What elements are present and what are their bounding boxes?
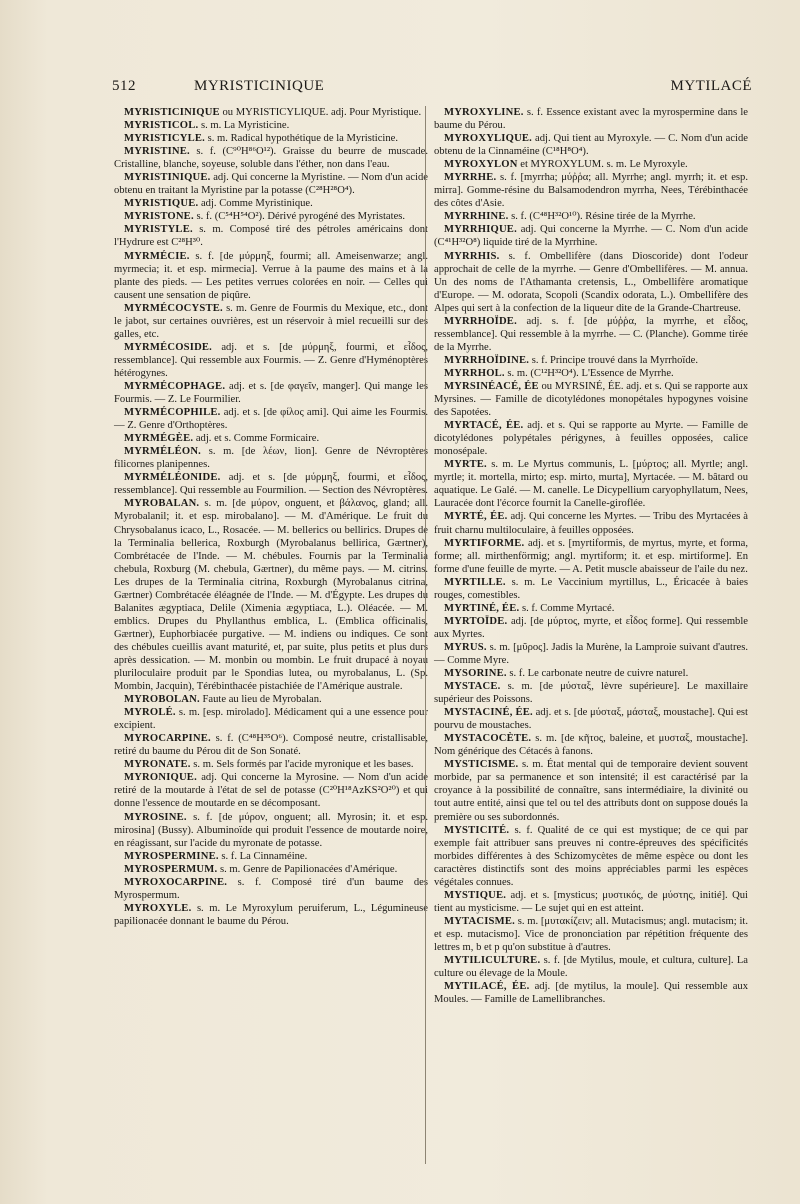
dictionary-entry [434, 106, 748, 132]
entry-definition: adj. et s. [de μύρμηξ, fourmi, et εἶδος, ressemblance]. Qui ressemble au Fourmilion. — Section des Névroptères. [114, 472, 428, 497]
dictionary-entry [114, 850, 428, 863]
entry-definition: s. f. (C⁵⁴H⁵⁴O²). Dérivé pyrogéné des Myristates. [196, 211, 406, 223]
entry-definition: adj. et s. [de φίλος ami]. Qui aime les Fourmis. — Z. Genre d'Orthoptères. [114, 407, 428, 432]
entry-definition: ou MYRISTICYLIQUE. adj. Pour Myristique. [222, 107, 422, 118]
dictionary-entry [434, 980, 748, 1006]
dictionary-entry [434, 158, 748, 171]
entry-headword: MYRRHOL. [444, 367, 505, 379]
dictionary-entry [434, 641, 748, 667]
entry-definition: adj. Qui concerne les Myrtes. — Tribu des Myrtacées à fruit charnu multiloculaire, à feuilles opposées. [434, 511, 749, 536]
dictionary-entry [114, 471, 428, 497]
entry-definition: s. m. Radical hypothétique de la Myristicine. [207, 133, 398, 145]
left-column [114, 106, 428, 928]
running-header [112, 78, 752, 100]
entry-headword: MYRISTICOL. [124, 120, 199, 132]
entry-definition: et MYROXYLUM. s. m. Le Myroxyle. [520, 159, 688, 171]
entry-definition: adj. Qui concerne la Myristine. — Nom d'un acide obtenu en traitant la Myristine par la potasse (C²⁸H²⁸O⁴). [114, 172, 429, 197]
dictionary-entry [434, 510, 748, 536]
dictionary-entry [434, 315, 748, 354]
dictionary-entry [434, 354, 748, 367]
entry-headword: MYSTACOCÈTE. [444, 733, 532, 745]
entry-definition: s. f. [de μύρον, onguent; all. Myrosin; it. et esp. mirosina] (Bussy). Albuminoïde qui produit l'essence de moutarde noire, en réagissant, sur l'acide du myronate de potasse. [114, 811, 428, 849]
entry-definition: s. m. [de κῆτος, baleine, et μυσταξ, moustache]. Nom générique des Cétacés à fanons. [434, 733, 748, 758]
entry-definition: s. m. [μῦρος]. Jadis la Murène, la Lamproie suivant d'autres. — Comme Myre. [434, 641, 748, 666]
entry-headword: MYRRHINE. [444, 211, 509, 223]
entry-definition: s. m. La Myristicine. [200, 120, 290, 132]
entry-headword: MYRMÉCOCYSTE. [124, 302, 223, 314]
entry-headword: MYROXOCARPINE. [124, 876, 228, 888]
entry-definition: ou MYRSINÉ, ÉE. adj. et s. Qui se rapporte aux Myrsines. — Famille de dicotylédones monopétales hypogynes voisine des Sapotées. [434, 380, 748, 419]
entry-definition: s. f. [de μύρμηξ, fourmi; all. Ameisenwarze; angl. myrmecia; it. et esp. mirmecia]. Verrue à la paume des mains et à la plante des pieds. — Les petites verrues colorées en noir. — Celles qui causent une sensation de piqûre. [114, 250, 428, 301]
entry-headword: MYRMÉCOPHAGE. [124, 380, 226, 392]
header-left-word: MYRISTICINIQUE [194, 78, 325, 94]
entry-definition: s. f. Qualité de ce qui est mystique; de ce qui par exemple fait attribuer sans preuves ni contre-épreuves des spécificités morbides différentes à des Schizomycètes de même espèce ou dont les caractères distinctifs sont des moins appréciables parmi les espèces végétales connues. [434, 824, 748, 888]
dictionary-entry [114, 902, 428, 928]
dictionary-entry [434, 824, 748, 889]
entry-definition: s. f. (C⁹⁰H⁸⁶O¹²). Graisse du beurre de muscade. Cristalline, blanche, soyeuse, soluble dans l'éther, non dans l'eau. [114, 146, 428, 171]
dictionary-entry [434, 380, 748, 419]
entry-definition: adj. et s. Comme Formicaire. [195, 433, 320, 445]
entry-headword: MYROXYLON [444, 159, 518, 171]
dictionary-entry [114, 197, 428, 210]
dictionary-entry [434, 367, 748, 380]
entry-definition: adj. et s. [de μύρμηξ, fourmi, et εἶδος, ressemblance]. Qui ressemble aux Fourmis. — Z. Genre d'Hyménoptères hétérogynes. [114, 341, 428, 379]
entry-definition: s. f. Comme Myrtacé. [521, 602, 615, 614]
dictionary-entry [434, 602, 748, 615]
dictionary-entry [114, 863, 428, 876]
dictionary-entry [434, 223, 748, 249]
entry-headword: MYRRHOÏDE. [444, 315, 517, 327]
entry-definition: s. m. Genre de Fourmis du Mexique, etc., dont le jabot, sur certaines ouvrières, est un réservoir à miel recueilli sur des galles, etc. [114, 302, 428, 340]
entry-headword: MYRUS. [444, 641, 487, 653]
entry-definition: s. m. [de μύσταξ, lèvre supérieure]. Le maxillaire supérieur des Poissons. [434, 681, 748, 706]
entry-headword: MYRTIFORME. [444, 537, 525, 549]
entry-headword: MYRMÉCIE. [124, 250, 190, 262]
dictionary-entry [434, 576, 748, 602]
entry-headword: MYRTÉ, ÉE. [444, 511, 508, 523]
dictionary-entry [434, 680, 748, 706]
entry-headword: MYRISTINIQUE. [124, 172, 211, 184]
entry-definition: s. m. [de μύρον, onguent, et βάλανος, gland; all. Myrobalanil; it. et esp. mirobalano]. — M. d'Amérique. Le fruit du Chrysobalanus icaco, L., Rosacée. — M. bellerics ou bellirics. Drupes de la Terminalia bellerica, Roxburgh (Myrobalanus bellirica, Gærtner), Combrétacée de l'Inde. — M. chébules. Fournis par la Terminalia chebula, Roxburg (M. chebula, Gærtner), du même pays. — M. citrins. Les drupes de la Terminalia citrina, Roxburgh (Myrobalanus citrina, Gærtner) Combrétacée éléagnée de l'Inde. — M. d'Égypte. Les drupes du Balanites ægyptiaca, Delile (Ximenia ægyptiaca, L.). Oléacée. — M. emblics. Drupes du Phyllanthus emblica, L. (Emblica officinalis, Gærtner), Euphorbiacée purgative. — M. indiens ou indiques. Ce sont des chébules cueillis avant maturité, et, par suite, plus petits et plus durs après dessication. — M. monbin ou mombin. Le fruit drupacé à noyau pluriloculaire produit par le Spondias lutea, ou myrobalanus, L. (Sp. Mombin, Jacquin), Térébinthacée pistachiée de l'Amérique australe. [114, 498, 428, 693]
entry-definition: Faute au lieu de Myrobalan. [202, 694, 322, 706]
dictionary-entry [434, 210, 748, 223]
entry-definition: s. m. Sels formés par l'acide myronique et les bases. [193, 759, 414, 771]
entry-definition: s. m. Genre de Papilionacées d'Amérique. [219, 863, 398, 875]
entry-headword: MYROSPERMUM. [124, 863, 218, 875]
dictionary-entry [114, 132, 428, 145]
entry-headword: MYTILICULTURE. [444, 955, 541, 967]
entry-definition: s. m. [de λέων, lion]. Genre de Névroptères filicornes planipennes. [114, 446, 428, 471]
dictionary-entry [114, 432, 428, 445]
entry-headword: MYRRHIS. [444, 250, 500, 262]
entry-definition: s. f. Ombellifère (dans Dioscoride) dont l'odeur approchait de celle de la myrrhe. — Genre d'Ombellifères. — M. annua. Un des noms de l'Athamanta cretensis, L., Ombellifère aromatique d'Europe. — M. odorata, Scopoli (Scandix odorata, L.). Ombellifère des Alpes qui sert à la confection de la liqueur dite de la Grande-Chartreuse. [434, 250, 748, 314]
entry-headword: MYSTACINÉ, ÉE. [444, 707, 533, 719]
entry-definition: s. f. Le carbonate neutre de cuivre naturel. [509, 668, 689, 680]
entry-definition: adj. Qui concerne la Myrosine. — Nom d'un acide retiré de la moutarde à l'état de sel de potasse (C²⁰H¹⁸AzKS²O²⁰) et qui donne l'essence de moutarde en se décomposant. [114, 772, 428, 810]
entry-headword: MYSTICITÉ. [444, 824, 510, 836]
entry-definition: s. m. [μυτακίζειν; all. Mutacismus; angl. mutacism; it. et esp. mutacismo]. Vice de prononciation par répétition fréquente des lettres m, b et p qu'on substitue à d'autres. [434, 915, 748, 953]
entry-headword: MYRRHOÏDINE. [444, 354, 530, 366]
entry-definition: adj. Qui tient au Myroxyle. — C. Nom d'un acide obtenu de la Cinnaméine (C¹⁸H⁸O⁴). [434, 133, 749, 158]
dictionary-entry [114, 876, 428, 902]
entry-definition: s. m. [esp. mirolado]. Médicament qui a une essence pour excipient. [114, 707, 429, 732]
dictionary-entry [434, 915, 748, 954]
dictionary-entry [434, 458, 748, 510]
entry-definition: adj. et s. [de φαγεῖν, manger]. Qui mange les Fourmis. — Z. Le Fourmilier. [114, 380, 428, 406]
dictionary-entry [434, 615, 748, 641]
entry-headword: MYRISTINE. [124, 146, 190, 158]
dictionary-entry [114, 223, 428, 249]
dictionary-entry [434, 171, 748, 210]
dictionary-entry [114, 758, 428, 771]
entry-definition: adj. et s. [myrtiformis, de myrtus, myrte, et forma, forme; all. mirthenförmig; angl. myrtiform; it. et esp. mirtiforme]. En forme d'une feuille de myrte. — A. Petit muscle abaisseur de l'aile du nez. [434, 537, 748, 575]
dictionary-entry [434, 758, 748, 823]
entry-headword: MYRISTONE. [124, 211, 194, 223]
entry-definition: s. m. Le Myrtus communis, L. [μύρτος; all. Myrtle; angl. myrtle; it. mortella, mirto; esp. mirto, murta], Myrtacée. — M. bâtard ou aquatique. Le Galé. — M. canelle. Le Dicypellium caryophyllatum, Nees, Lauracée dont l'écorce fournit la Canelle-giroflée. [434, 459, 748, 510]
entry-headword: MYROSINE. [124, 811, 187, 823]
entry-headword: MYRONATE. [124, 759, 191, 771]
entry-definition: adj. s. f. [de μύῤῥα, la myrrhe, et εἶδος, ressemblance]. Qui ressemble à la myrrhe. — C. (Planche). Gomme tirée de la Myrrhe. [434, 315, 748, 353]
entry-headword: MYTACISME. [444, 915, 515, 927]
entry-definition: adj. [de μύρτος, myrte, et εἶδος forme]. Qui ressemble aux Myrtes. [434, 615, 748, 640]
entry-headword: MYROBALAN. [124, 498, 200, 510]
entry-headword: MYRONIQUE. [124, 772, 197, 784]
dictionary-entry [114, 732, 428, 758]
dictionary-entry [114, 497, 428, 693]
entry-headword: MYROXYLIQUE. [444, 133, 533, 145]
entry-definition: adj. Qui concerne la Myrrhe. — C. Nom d'un acide (C⁴¹H³²O⁸) liquide tiré de la Myrrhine. [434, 224, 748, 249]
entry-definition: adj. et s. [mysticus; μυστικός, de μύστης, initié]. Qui tient au mysticisme. — Le sujet qui en est atteint. [434, 889, 748, 914]
entry-definition: s. f. Essence existant avec la myrospermine dans le baume du Pérou. [434, 107, 748, 132]
dictionary-entry [114, 145, 428, 171]
entry-headword: MYROXYLINE. [444, 107, 524, 118]
entry-headword: MYRSINÉACÉ, ÉE [444, 380, 539, 392]
dictionary-entry [114, 106, 428, 119]
dictionary-entry [114, 341, 428, 380]
entry-headword: MYROBOLAN. [124, 694, 200, 706]
dictionary-entry [434, 889, 748, 915]
entry-headword: MYRMÉLÉONIDE. [124, 472, 221, 484]
entry-headword: MYRMÉGÈE. [124, 433, 194, 445]
entry-definition: s. f. La Cinnaméine. [221, 850, 308, 862]
header-right-word: MYTILACÉ [670, 78, 752, 94]
dictionary-entry [114, 406, 428, 432]
entry-definition: adj. [de mytilus, la moule]. Qui ressemble aux Moules. — Famille de Lamellibranches. [434, 981, 748, 1006]
entry-headword: MYROSPERMINE. [124, 850, 219, 862]
entry-definition: s. m. (C¹²H³²O⁴). L'Essence de Myrrhe. [507, 367, 674, 379]
entry-headword: MYRISTIQUE. [124, 198, 199, 210]
entry-definition: s. f. [myrrha; μύῤῥα; all. Myrrhe; angl. myrrh; it. et esp. mirra]. Gomme-résine du Balsamodendron myrrha, Nees, Térébinthacée des côtes d'Asie. [434, 172, 748, 210]
dictionary-entry [434, 250, 748, 315]
dictionary-entry [114, 811, 428, 850]
entry-definition: s. m. Composé tiré des pétroles américains dont l'Hydrure est C²⁸H³⁰. [114, 224, 428, 249]
entry-headword: MYRISTICYLE. [124, 133, 205, 145]
entry-headword: MYTILACÉ, ÉE. [444, 981, 530, 993]
dictionary-entry [114, 445, 428, 471]
dictionary-entry [434, 419, 748, 458]
entry-headword: MYRRHIQUE. [444, 224, 517, 236]
column-divider [425, 106, 426, 1164]
entry-headword: MYRMÉLÉON. [124, 446, 202, 458]
dictionary-entry [434, 954, 748, 980]
entry-definition: adj. Comme Myristinique. [200, 198, 313, 210]
entry-headword: MYRRHE. [444, 172, 497, 184]
entry-headword: MYRISTYLE. [124, 224, 193, 236]
entry-definition: s. f. (C⁴⁸H³²O¹⁰). Résine tirée de la Myrrhe. [511, 211, 696, 223]
entry-headword: MYRISTICINIQUE [124, 107, 220, 118]
dictionary-entry [434, 706, 748, 732]
entry-headword: MYSTICISME. [444, 759, 519, 771]
dictionary-entry [114, 302, 428, 341]
dictionary-entry [114, 706, 428, 732]
entry-definition: s. f. Composé tiré d'un baume des Myrospermum. [114, 876, 428, 901]
entry-definition: s. f. (C⁴⁸H³⁵O⁶). Composé neutre, cristallisable, retiré du baume du Pérou dit de Son Sonaté. [114, 733, 428, 758]
dictionary-entry [114, 171, 428, 197]
entry-headword: MYSTIQUE. [444, 889, 507, 901]
entry-headword: MYRTE. [444, 459, 487, 471]
dictionary-entry [114, 771, 428, 810]
dictionary-entry [114, 210, 428, 223]
entry-definition: s. m. Le Vaccinium myrtillus, L., Éricacée à baies rouges, comestibles. [434, 576, 748, 601]
entry-headword: MYRMÉCOPHILE. [124, 407, 221, 419]
dictionary-entry [114, 380, 428, 406]
dictionary-entry [434, 732, 748, 758]
entry-headword: MYRTOÏDE. [444, 615, 508, 627]
right-column [434, 106, 748, 1006]
entry-definition: adj. et s. [de μύσταξ, μάσταξ, moustache]. Qui est pourvu de moustaches. [434, 707, 748, 732]
entry-definition: adj. et s. Qui se rapporte au Myrte. — Famille de dicotylédones polypétales périgynes, à feuilles opposées, calice monosépale. [434, 420, 748, 458]
entry-headword: MYRMÉCOSIDE. [124, 341, 213, 353]
dictionary-entry [114, 250, 428, 302]
page-number: 512 [112, 78, 136, 94]
entry-headword: MYRTILLE. [444, 576, 506, 588]
dictionary-entry [114, 693, 428, 706]
entry-definition: s. f. [de Mytilus, moule, et cultura, culture]. La culture ou élevage de la Moule. [434, 955, 748, 980]
entry-definition: s. f. Principe trouvé dans la Myrrhoïde. [531, 354, 698, 366]
entry-headword: MYRTINÉ, ÉE. [444, 602, 520, 614]
entry-headword: MYRTACÉ, ÉE. [444, 420, 524, 432]
entry-headword: MYROCARPINE. [124, 733, 211, 745]
entry-headword: MYROXYLE. [124, 902, 192, 914]
dictionary-entry [114, 119, 428, 132]
entry-headword: MYROLÉ. [124, 707, 176, 719]
dictionary-entry [434, 667, 748, 680]
dictionary-entry [434, 132, 748, 158]
entry-headword: MYSORINE. [444, 668, 507, 680]
entry-definition: s. m. État mental qui de temporaire devient souvent morbide, par sa permanence et son intensité; il est caractérisé par la croyance à la possibilité de connaître, sans intermédiaire, la divinité ou tout autre entité, ainsi que tel ou tel des attributs dont on suppose doués la première ou ses subordonnés. [434, 759, 748, 823]
entry-definition: s. m. Le Myroxylum peruiferum, L., Légumineuse papilionacée donnant le baume du Pérou. [114, 902, 428, 927]
dictionary-entry [434, 537, 748, 576]
entry-headword: MYSTACE. [444, 681, 501, 693]
